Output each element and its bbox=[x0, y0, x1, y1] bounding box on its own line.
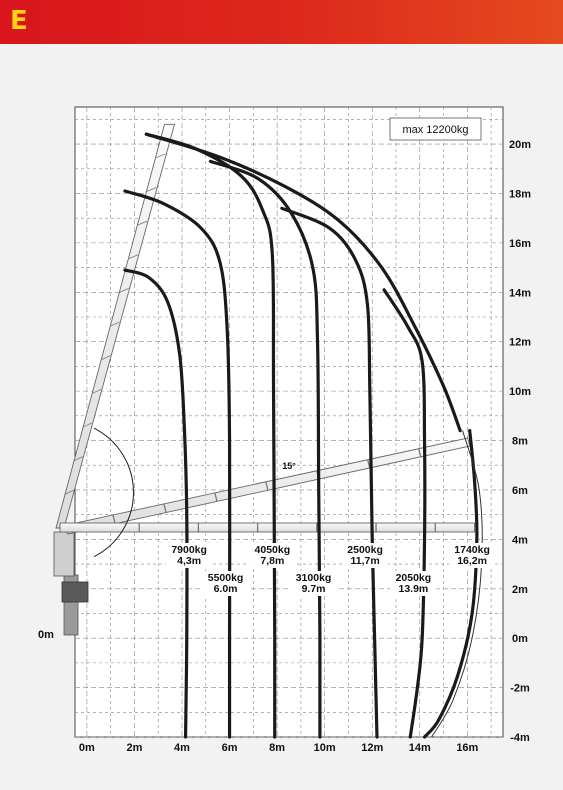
y-tick-label: 0m bbox=[512, 633, 528, 646]
y-tick-label: 18m bbox=[508, 188, 532, 201]
x-tick-label: 16m bbox=[456, 742, 479, 754]
x-tick-label: 0m bbox=[78, 742, 95, 754]
zero-level-label: 0m bbox=[38, 629, 54, 641]
y-tick-label: 20m bbox=[508, 139, 532, 152]
reach-value-label: 4,3m bbox=[177, 555, 202, 567]
load-value-label: 3100kg bbox=[295, 572, 332, 584]
y-tick-label: 6m bbox=[512, 484, 528, 497]
y-tick-label: 10m bbox=[508, 386, 532, 399]
crane-slewing-housing bbox=[54, 532, 74, 576]
reach-value-label: 7,8m bbox=[260, 555, 285, 567]
y-tick-label: -4m bbox=[510, 732, 530, 744]
y-tick-label: 16m bbox=[508, 237, 532, 250]
y-tick-label: -2m bbox=[510, 682, 530, 695]
max-load-box bbox=[390, 118, 481, 140]
load-value-label: 2050kg bbox=[395, 572, 432, 584]
load-value-label: 1740kg bbox=[454, 544, 490, 556]
x-tick-label: 14m bbox=[408, 742, 431, 754]
crane-base-block bbox=[62, 582, 88, 602]
reach-value-label: 9.7m bbox=[301, 583, 326, 595]
reach-value-label: 16,2m bbox=[457, 555, 487, 567]
reach-value-label: 6.0m bbox=[213, 583, 238, 595]
section-letter: E bbox=[10, 6, 28, 36]
load-value-label: 2500kg bbox=[347, 544, 383, 556]
reach-value-label: 11,7m bbox=[350, 555, 380, 567]
x-tick-label: 2m bbox=[126, 742, 143, 754]
load-value-label: 4050kg bbox=[254, 544, 291, 556]
x-tick-label: 10m bbox=[313, 742, 336, 754]
x-tick-label: 6m bbox=[221, 742, 238, 754]
x-tick-label: 8m bbox=[269, 742, 286, 754]
y-tick-label: 8m bbox=[512, 435, 528, 448]
x-tick-label: 12m bbox=[361, 742, 384, 754]
x-tick-label: 4m bbox=[174, 742, 190, 754]
load-value-label: 5500kg bbox=[207, 572, 244, 584]
y-tick-label: 2m bbox=[512, 583, 528, 596]
max-load-label: max 12200kg bbox=[402, 124, 469, 136]
load-value-label: 7900kg bbox=[171, 544, 207, 556]
plot-background bbox=[75, 107, 503, 737]
reach-value-label: 13.9m bbox=[398, 583, 429, 595]
y-tick-label: 14m bbox=[508, 287, 532, 300]
y-tick-label: 12m bbox=[508, 336, 532, 349]
y-tick-label: 4m bbox=[512, 534, 528, 547]
angle-label: 15° bbox=[282, 461, 296, 471]
